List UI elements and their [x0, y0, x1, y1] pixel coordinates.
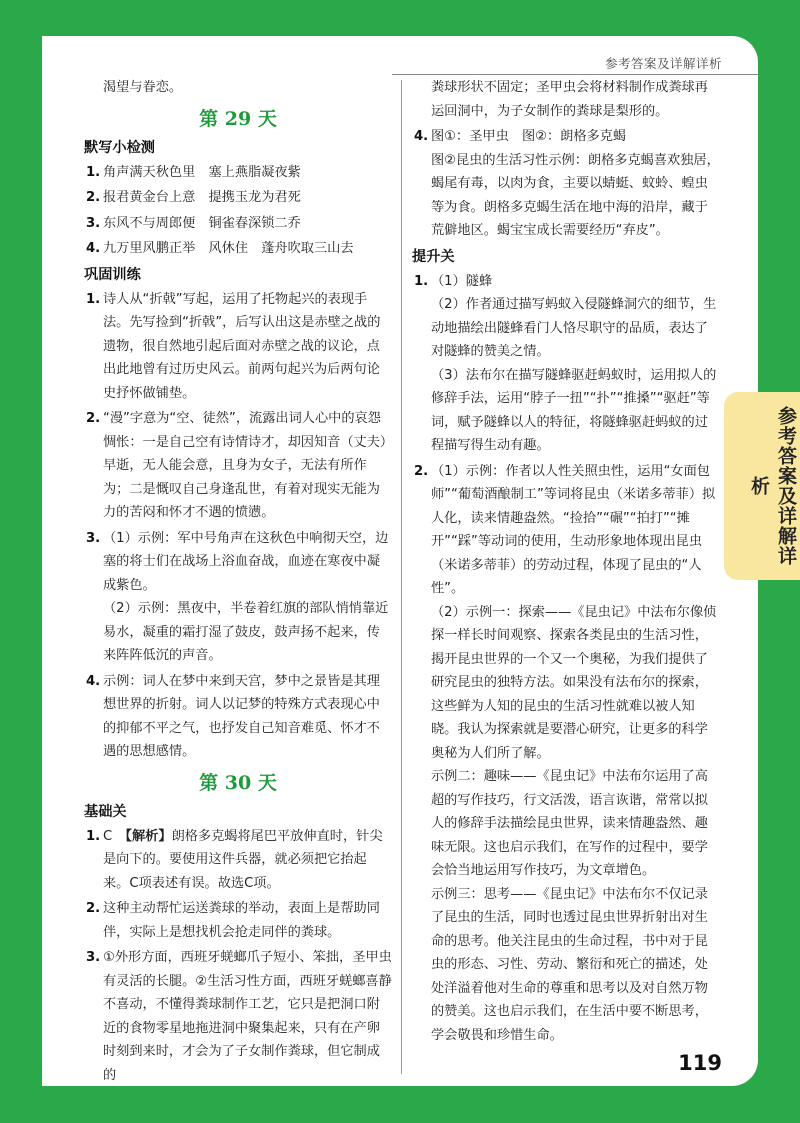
side-tab	[724, 392, 800, 580]
item-number: 3.	[86, 215, 101, 231]
day-30-title: 第 30 天	[199, 771, 277, 794]
page-number: 119	[678, 1051, 722, 1075]
item-number: 1.	[86, 291, 101, 307]
item-text: （2）作者通过描写蚂蚁入侵隧蜂洞穴的细节，生动地描绘出隧蜂看门人恪尽职守的品质，表达了对隧蜂的赞美之情。	[431, 297, 717, 359]
item-number: 1.	[86, 164, 101, 180]
answer-letter: C	[103, 828, 113, 844]
item-text: 图①：圣甲虫 图②：朗格多克蝎	[431, 129, 627, 144]
item-text: 角声满天秋色里 塞上燕脂凝夜紫	[103, 164, 301, 180]
analysis-tag: 【解析】	[125, 828, 172, 844]
item-text: （2）示例：黑夜中，半卷着红旗的部队悄悄靠近易水，凝重的霜打湿了鼓皮，鼓声扬不起来，传来阵阵低沉的声音。	[103, 601, 389, 663]
item-text: 九万里风鹏正举 风休住 蓬舟吹取三山去	[103, 241, 354, 256]
item-text: ①外形方面，西班牙蜣螂爪子短小、笨拙，圣甲虫有灵活的长腿。②生活习性方面，西班牙蜣螂喜静不喜动，不懂得粪球制作工艺，它只是把洞口附近的食物零星地拖进洞中聚集起来，只有在产卵时刻到来时，才会为了子女制作粪球，但它制成的	[103, 950, 392, 1083]
basic-item	[84, 946, 392, 1086]
item-text: 诗人从“折戟”写起，运用了托物起兴的表现手法。先写捡到“折戟”，后写认出这是赤壁之战的遗物，很自然地引起后面对赤壁之战的议论，点出此地曾有过历史风云。前两句起兴为后两句论史抒怀做铺垫。	[103, 291, 381, 401]
item-text: （1）示例：作者以人性关照虫性，运用“女面包师”“葡萄酒酿制工”等词将昆虫（米诺多蒂菲）拟人化，读来情趣盎然。“捡拾”“碾”“拍打”“摊开”“踩”等动词的使用，生动形象地体现出昆虫（米诺多蒂菲）的劳动过程，体现了昆虫的“人性”。	[431, 463, 716, 596]
day-29-title: 第 29 天	[199, 107, 277, 130]
item-number: 2.	[414, 463, 429, 479]
basic-item	[412, 125, 720, 243]
basic-heading: 基础关	[84, 803, 127, 820]
item-number: 4.	[86, 241, 101, 256]
item-number: 2.	[86, 411, 101, 426]
side-tab-label: 参考答案及详解详析	[748, 406, 797, 566]
item-text: 示例：词人在梦中来到天宫，梦中之景皆是其理想世界的折射。词人以记梦的特殊方式表现心中的抑郁不平之气，也抒发自己知音难觅、怀才不遇的思想感情。	[103, 673, 380, 759]
continued-text: 粪球形状不固定；圣甲虫会将材料制作成粪球再运回洞中，为子女制作的粪球是梨形的。	[431, 80, 708, 119]
analysis-text: 朗格多克蝎将尾巴平放伸直时，针尖是向下的。要使用这件兵器，就必须把它抬起来。C项表述有误。故选C项。	[103, 828, 383, 891]
advance-item	[412, 270, 720, 458]
item-text: “漫”字意为“空、徒然”，流露出词人心中的哀怨惆怅：一是自己空有诗情诗才，却因知音（丈夫）早逝，无人能会意，且身为女子，无法有所作为；二是慨叹自己身逢乱世，有着对现实无能为力的苦闷和怀才不遇的愤懑。	[103, 411, 387, 520]
advance-heading: 提升关	[412, 248, 455, 265]
item-number: 1.	[414, 273, 429, 289]
header-title: 参考答案及详解详析	[604, 56, 722, 71]
item-text: （3）法布尔在描写隧蜂驱赶蚂蚁时，运用拟人的修辞手法，运用“脖子一扭”“扑”“推搡”“驱赶”等词，赋予隧蜂以人的特征，将隧蜂驱赶蚂蚁的过程描写得生动有趣。	[431, 367, 717, 453]
item-number: 2.	[86, 190, 101, 205]
item-text: （1）隧蜂	[431, 273, 493, 289]
item-text: （2）示例一：探索——《昆虫记》中法布尔像侦探一样长时间观察、探索各类昆虫的生活习性，揭开昆虫世界的一个又一个奥秘，为我们提供了研究昆虫的独特方法。如果没有法布尔的探索，这些鲜为人知的昆虫的生活习性就难以被人知晓。我认为探索就是要潜心研究，让更多的科学奥秘为人们所了解。	[431, 604, 717, 761]
item-text	[103, 825, 392, 896]
consolidate-item	[84, 670, 392, 764]
dictation-item	[84, 237, 392, 261]
top-line: 渴望与眷恋。	[103, 80, 183, 95]
consolidate-item	[84, 527, 392, 668]
dictation-item	[84, 161, 392, 185]
item-text: 东风不与周郎便 铜雀春深锁二乔	[103, 215, 301, 231]
item-number: 1.	[86, 828, 101, 844]
item-text: （1）示例：军中号角声在这秋色中响彻天空，边塞的将士们在战场上浴血奋战，血迹在寒夜中凝成紫色。	[103, 530, 389, 593]
consolidate-item	[84, 288, 392, 406]
item-text: 这种主动帮忙运送粪球的举动，表面上是帮助同伴，实际上是想找机会抢走同伴的粪球。	[103, 901, 380, 940]
dictation-item	[84, 212, 392, 236]
column-divider	[401, 80, 402, 1074]
right-column	[412, 76, 720, 1049]
consolidate-item	[84, 407, 392, 525]
item-text: 示例二：趣味——《昆虫记》中法布尔运用了高超的写作技巧，行文活泼，语言诙谐，常常以拟人的修辞手法描绘昆虫世界，读来情趣盎然、趣味无限。这也启示我们，在写作的过程中，要学会恰当地运用写作技巧，为文章增色。	[431, 769, 708, 878]
item-number: 4.	[86, 673, 101, 689]
item-text: 报君黄金台上意 提携玉龙为君死	[103, 190, 301, 205]
basic-item	[84, 825, 392, 896]
basic-item	[84, 897, 392, 944]
advance-item	[412, 460, 720, 1048]
left-column	[84, 76, 392, 1086]
item-number: 2.	[86, 901, 101, 916]
dictation-item	[84, 186, 392, 210]
item-text: 示例三：思考——《昆虫记》中法布尔不仅记录了昆虫的生活，同时也透过昆虫世界折射出对生命的思考。他关注昆虫的生命过程，书中对于昆虫的形态、习性、劳动、繁衍和死亡的描述，处处洋溢着他对生命的尊重和思考以及对自然万物的赞美。这也启示我们，在生活中要不断思考，学会敬畏和珍惜生命。	[431, 886, 708, 1043]
item-number: 3.	[86, 950, 101, 965]
answer-page	[42, 36, 758, 1086]
header-rule	[392, 74, 758, 75]
consolidate-heading: 巩固训练	[84, 266, 141, 283]
item-text: 图②昆虫的生活习性示例：朗格多克蝎喜欢独居，蝎尾有毒，以肉为食，主要以蜻蜓、蚊蛉、蝗虫等为食。朗格多克蝎生活在地中海的沿岸，藏于荒僻地区。蝎宝宝成长需要经历“弃皮”。	[431, 152, 720, 238]
dictation-heading: 默写小检测	[84, 139, 155, 156]
item-number: 4.	[414, 129, 429, 144]
item-number: 3.	[86, 530, 101, 546]
